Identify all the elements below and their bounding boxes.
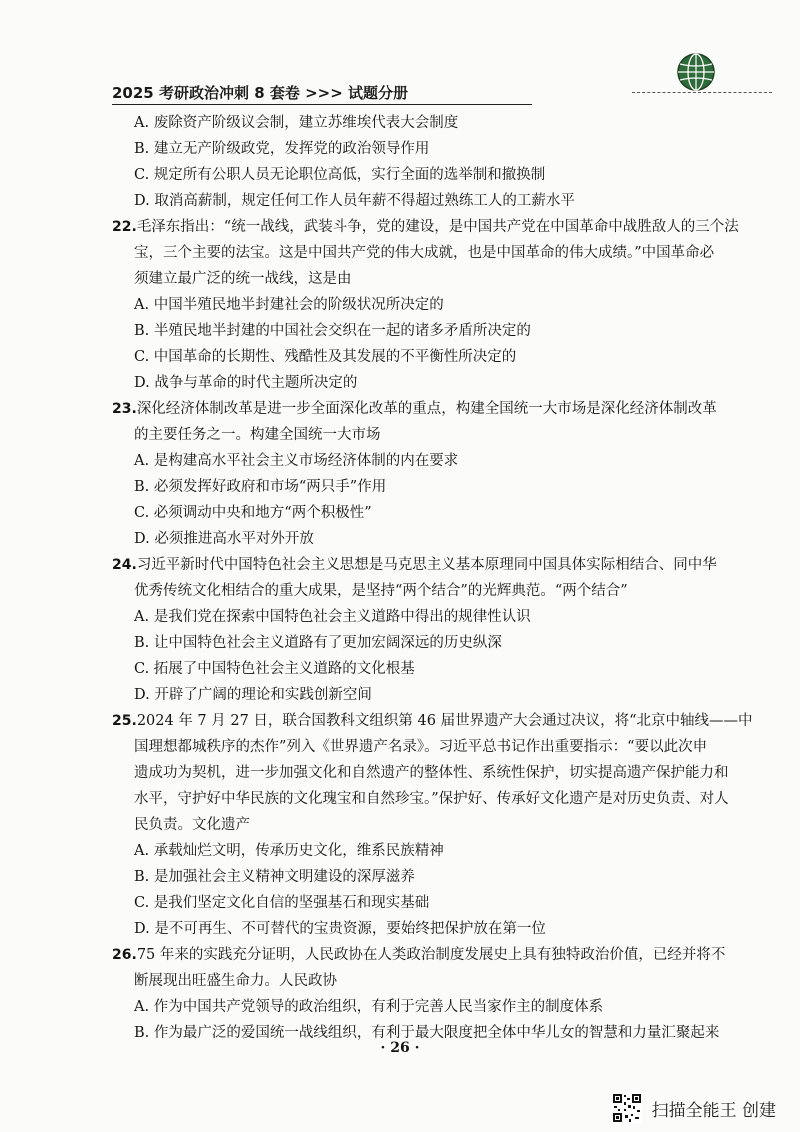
answer-option: B. 让中国特色社会主义道路有了更加宏阔深远的历史纵深 (134, 635, 502, 651)
question-stem (112, 552, 732, 578)
question-text-continued: 优秀传统文化相结合的重大成果，是坚持“两个结合”的光辉典范。“两个结合” (134, 583, 628, 599)
answer-option: A. 废除资产阶级议会制，建立苏维埃代表大会制度 (134, 115, 459, 131)
header-title: 2025 考研政治冲刺 8 套卷 >>> 试题分册 (112, 84, 409, 102)
answer-option: A. 作为中国共产党领导的政治组织，有利于完善人民当家作主的制度体系 (134, 999, 604, 1015)
answer-option: D. 开辟了广阔的理论和实践创新空间 (134, 687, 372, 703)
answer-option: A. 中国半殖民地半封建社会的阶级状况所决定的 (134, 297, 444, 313)
answer-option: D. 是不可再生、不可替代的宝贵资源，要始终把保护放在第一位 (134, 921, 546, 937)
scanner-watermark (612, 1092, 776, 1124)
question-text-continued: 民负责。文化遗产 (134, 817, 250, 833)
answer-option: C. 必须调动中央和地方“两个积极性” (134, 505, 372, 521)
answer-option: B. 是加强社会主义精神文明建设的深厚滋养 (134, 869, 415, 885)
question-stem (112, 708, 753, 734)
answer-option: B. 建立无产阶级政党，发挥党的政治领导作用 (134, 141, 430, 157)
answer-option: C. 中国革命的长期性、残酷性及其发展的不平衡性所决定的 (134, 349, 517, 365)
answer-option: D. 战争与革命的时代主题所决定的 (134, 375, 358, 391)
header-dashed-rule (632, 92, 772, 93)
question-text-continued: 水平，守护好中华民族的文化瑰宝和自然珍宝。”保护好、传承好文化遗产是对历史负责、对人 (134, 791, 729, 807)
answer-option: B. 半殖民地半封建的中国社会交织在一起的诸多矛盾所决定的 (134, 323, 531, 339)
question-text: 毛泽东指出：“统一战线，武装斗争，党的建设，是中国共产党在中国革命中战胜敌人的三个法 (136, 219, 739, 235)
answer-option: B. 作为最广泛的爱国统一战线组织，有利于最大限度把全体中华儿女的智慧和力量汇聚起来 (134, 1025, 720, 1041)
answer-option: D. 必须推进高水平对外开放 (134, 531, 314, 547)
question-number: 22. (112, 219, 137, 235)
answer-option: C. 是我们坚定文化自信的坚强基石和现实基础 (134, 895, 430, 911)
question-stem (112, 396, 732, 422)
question-text: 深化经济体制改革是进一步全面深化改革的重点，构建全国统一大市场是深化经济体制改革 (136, 401, 717, 417)
question-text: 2024 年 7 月 27 日，联合国教科文组织第 46 届世界遗产大会通过决议，将“北京中轴线——中 (136, 713, 753, 729)
answer-option: C. 规定所有公职人员无论职位高低，实行全面的选举制和撤换制 (134, 167, 546, 183)
question-stem (112, 942, 732, 968)
question-text-continued: 遗成功为契机，进一步加强文化和自然遗产的整体性、系统性保护，切实提高遗产保护能力和 (134, 765, 729, 781)
question-text: 75 年来的实践充分证明，人民政协在人类政治制度发展史上具有独特政治价值，已经并将不 (136, 947, 726, 963)
globe-logo-icon (676, 52, 716, 92)
header-rule (112, 104, 532, 105)
question-text-continued: 国理想都城秩序的杰作”列入《世界遗产名录》。习近平总书记作出重要指示：“要以此次申 (134, 739, 708, 755)
question-number: 26. (112, 947, 137, 963)
page-header (112, 78, 712, 108)
question-text-continued: 须建立最广泛的统一战线，这是由 (134, 271, 352, 287)
question-text: 习近平新时代中国特色社会主义思想是马克思主义基本原理同中国具体实际相结合、同中华 (136, 557, 717, 573)
question-text-continued: 的主要任务之一。构建全国统一大市场 (134, 427, 381, 443)
answer-option: B. 必须发挥好政府和市场“两只手”作用 (134, 479, 387, 495)
scanner-credit: 扫描全能王 创建 (651, 1100, 776, 1121)
question-text-continued: 宝，三个主要的法宝。这是中国共产党的伟大成就，也是中国革命的伟大成绩。”中国革命必 (134, 245, 715, 261)
question-number: 23. (112, 401, 137, 417)
question-number: 24. (112, 557, 137, 573)
qr-code-icon (612, 1093, 642, 1123)
question-stem (112, 214, 739, 240)
answer-option: A. 承载灿烂文明，传承历史文化，维系民族精神 (134, 843, 444, 859)
page-number: · 26 · (380, 1040, 420, 1056)
question-content (112, 110, 753, 1046)
answer-option: C. 拓展了中国特色社会主义道路的文化根基 (134, 661, 415, 677)
answer-option: D. 取消高薪制，规定任何工作人员年薪不得超过熟练工人的工薪水平 (134, 193, 575, 209)
question-text-continued: 断展现出旺盛生命力。人民政协 (134, 973, 337, 989)
answer-option: A. 是构建高水平社会主义市场经济体制的内在要求 (134, 453, 459, 469)
question-number: 25. (112, 713, 137, 729)
answer-option: A. 是我们党在探索中国特色社会主义道路中得出的规律性认识 (134, 609, 531, 625)
